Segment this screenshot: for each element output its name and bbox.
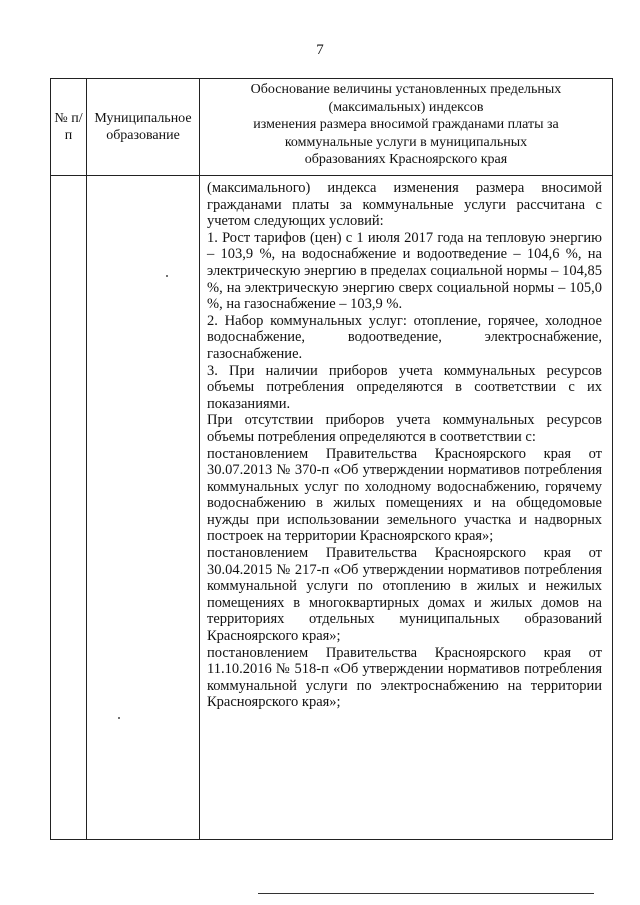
page-number: 7 (316, 42, 324, 58)
tariff-justification-table (50, 78, 613, 840)
table-body-row (51, 176, 613, 840)
header-municipality-label: Муниципальное образование (94, 111, 192, 143)
justification-paragraph: постановлением Правительства Красноярского края от 30.04.2015 № 217-п «Об утверждении нормативов потребления коммунальной услуги по отоплению в жилых и нежилых помещениях в многоквартирных домах и жилых домов на территориях отдельных муниципальных образований Красноярского края»; (207, 545, 602, 645)
header-justification-cell (200, 79, 613, 176)
header-justification-line: (максимальных) индексов (328, 99, 484, 115)
scan-speck (118, 717, 120, 719)
header-number-label: № п/п (54, 111, 83, 143)
justification-paragraph: (максимального) индекса изменения размера вносимой гражданами платы за коммунальные услуги рассчитана с учетом следующих условий: (207, 180, 602, 230)
justification-paragraph: постановлением Правительства Красноярского края от 11.10.2016 № 518-п «Об утверждении нормативов потребления коммунальной услуги по электроснабжению на территории Красноярского края»; (207, 644, 602, 711)
justification-paragraph: При отсутствии приборов учета коммунальных ресурсов объемы потребления определяются в соответствии с: (207, 412, 602, 445)
header-justification-line: коммунальные услуги в муниципальных (284, 134, 528, 150)
justification-paragraph: 2. Набор коммунальных услуг: отопление, горячее, холодное водоснабжение, водоотведение, электроснабжение, газоснабжение. (207, 312, 602, 362)
body-municipality-cell (87, 176, 200, 840)
header-number-cell (51, 79, 87, 176)
table-header-row (51, 79, 613, 176)
header-municipality-cell (87, 79, 200, 176)
header-justification-line: Обоснование величины установленных предельных (250, 82, 562, 97)
footer-rule (258, 893, 594, 894)
justification-paragraph: постановлением Правительства Красноярского края от 30.07.2013 № 370-п «Об утверждении нормативов потребления коммунальных услуг по холодному водоснабжению, горячему водоснабжению в жилых помещениях и на общедомовые нужды при использовании земельного участка и надворных построек на территории Красноярского края»; (207, 445, 602, 545)
body-number-cell (51, 176, 87, 840)
justification-paragraph: 1. Рост тарифов (цен) с 1 июля 2017 года на тепловую энергию – 103,9 %, на водоснабжение и водоотведение – 104,6 %, на электрическую энергию в пределах социальной нормы – 104,85 %, на электрическую энергию сверх социальной нормы – 105,0 %, на газоснабжение – 103,9 %. (207, 229, 602, 313)
body-justification-cell (200, 176, 613, 840)
header-justification-line: изменения размера вносимой гражданами платы за (253, 117, 559, 132)
justification-paragraph: 3. При наличии приборов учета коммунальных ресурсов объемы потребления определяются в соответствии с их показаниями. (207, 362, 602, 412)
header-justification-line: образованиях Красноярского края (304, 152, 508, 167)
scan-speck (166, 275, 168, 277)
